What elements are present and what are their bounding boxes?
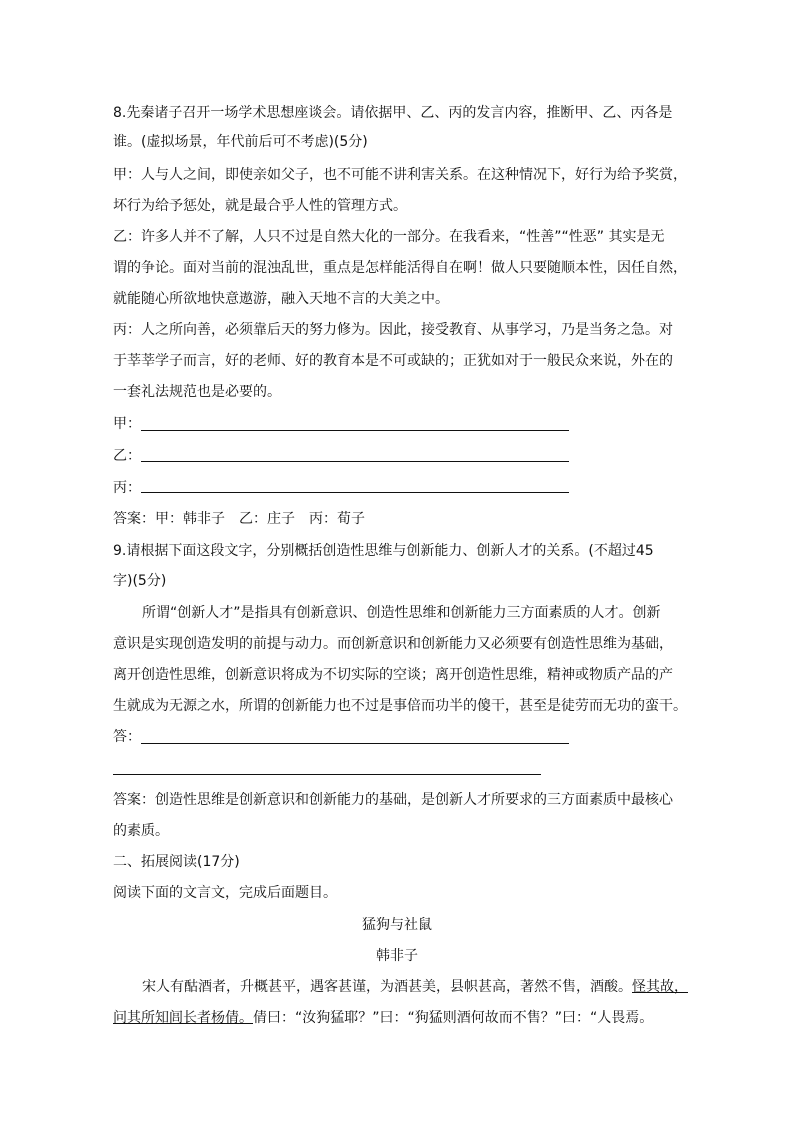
q9-paragraph-line-4: 生就成为无源之水，所谓的创新能力也不过是事倍而功半的傻干，甚至是徒劳而无功的蛮干。 (113, 698, 687, 714)
q8-speaker-jia-line-2: 坏行为给予惩处，就是最合乎人性的管理方式。 (113, 198, 407, 214)
q8-blank-jia-line[interactable] (141, 430, 569, 431)
reading-instruction: 阅读下面的文言文，完成后面题目。 (113, 885, 337, 901)
q8-speaker-bing-line-1: 丙：人之所向善，必须靠后天的努力修为。因此，接受教育、从事学习，乃是当务之急。对 (113, 322, 673, 338)
passage-title: 猛狗与社鼠 (362, 917, 432, 933)
passage-underlined-phrase-2: 问其所知闾长者杨倩。 (113, 1010, 253, 1026)
q8-speaker-yi-line-1: 乙：许多人并不了解，人只不过是自然大化的一部分。在我看来，“性善”“性恶” 其实是无 (113, 229, 665, 245)
q9-paragraph-line-1: 所谓“创新人才”是指具有创新意识、创造性思维和创新能力三方面素质的人才。创新 (142, 605, 661, 621)
q9-answer-text-line-1: 答案：创造性思维是创新意识和创新能力的基础，是创新人才所要求的三方面素质中最核心 (113, 792, 673, 808)
q8-blank-yi-label: 乙： (113, 448, 141, 464)
q8-speaker-yi-line-2: 谓的争论。面对当前的混浊乱世，重点是怎样能活得自在啊！做人只要随顺本性，因任自然， (113, 260, 687, 276)
q8-answer: 答案：甲：韩非子 乙：庄子 丙：荀子 (113, 511, 365, 527)
passage-author: 韩非子 (376, 948, 418, 964)
q9-answer-line-1[interactable] (141, 743, 569, 744)
q8-stem-line-1: 8.先秦诸子召开一场学术思想座谈会。请依据甲、乙、丙的发言内容，推断甲、乙、丙各是 (113, 105, 673, 121)
q8-stem-line-2: 谁。(虚拟场景，年代前后可不考虑)(5分) (113, 134, 368, 150)
passage-line-2 (113, 1008, 653, 1028)
q8-speaker-jia-line-1: 甲：人与人之间，即使亲如父子，也不可能不讲利害关系。在这种情况下，好行为给予奖赏， (113, 167, 687, 183)
q8-speaker-bing-line-2: 于莘莘学子而言，好的老师、好的教育本是不可或缺的；正犹如对于一般民众来说，外在的 (113, 353, 673, 369)
section-heading: 二、拓展阅读(17分) (113, 854, 240, 870)
q8-speaker-bing-line-3: 一套礼法规范也是必要的。 (113, 384, 281, 400)
passage-line-1-text: 宋人有酤酒者，升概甚平，遇客甚谨，为酒甚美，县帜甚高，著然不售，酒酸。 (142, 979, 632, 995)
q8-speaker-yi-line-3: 就能随心所欲地快意遨游，融入天地不言的大美之中。 (113, 291, 449, 307)
q9-answer-text-line-2: 的素质。 (113, 823, 169, 839)
passage-underlined-phrase-1: 怪其故， (632, 979, 688, 995)
q9-stem-line-2: 字)(5分) (113, 573, 167, 589)
q9-answer-line-2[interactable] (113, 774, 541, 775)
q9-answer-label: 答： (113, 729, 141, 745)
q9-paragraph-line-2: 意识是实现创造发明的前提与动力。而创新意识和创新能力又必须要有创造性思维为基础， (113, 636, 673, 652)
passage-line-1 (142, 977, 688, 997)
q9-stem-line-1: 9.请根据下面这段文字，分别概括创造性思维与创新能力、创新人才的关系。(不超过45 (113, 543, 654, 559)
q8-blank-jia-label: 甲： (113, 416, 141, 432)
q8-blank-bing-label: 丙： (113, 480, 141, 496)
q9-paragraph-line-3: 离开创造性思维，创新意识将成为不切实际的空谈；离开创造性思维，精神或物质产品的产 (113, 667, 673, 683)
q8-blank-bing-line[interactable] (141, 492, 569, 493)
q8-blank-yi-line[interactable] (141, 461, 569, 462)
passage-line-2-text: 倩曰：“汝狗猛耶？”曰：“狗猛则酒何故而不售？”曰：“人畏焉。 (253, 1010, 654, 1026)
